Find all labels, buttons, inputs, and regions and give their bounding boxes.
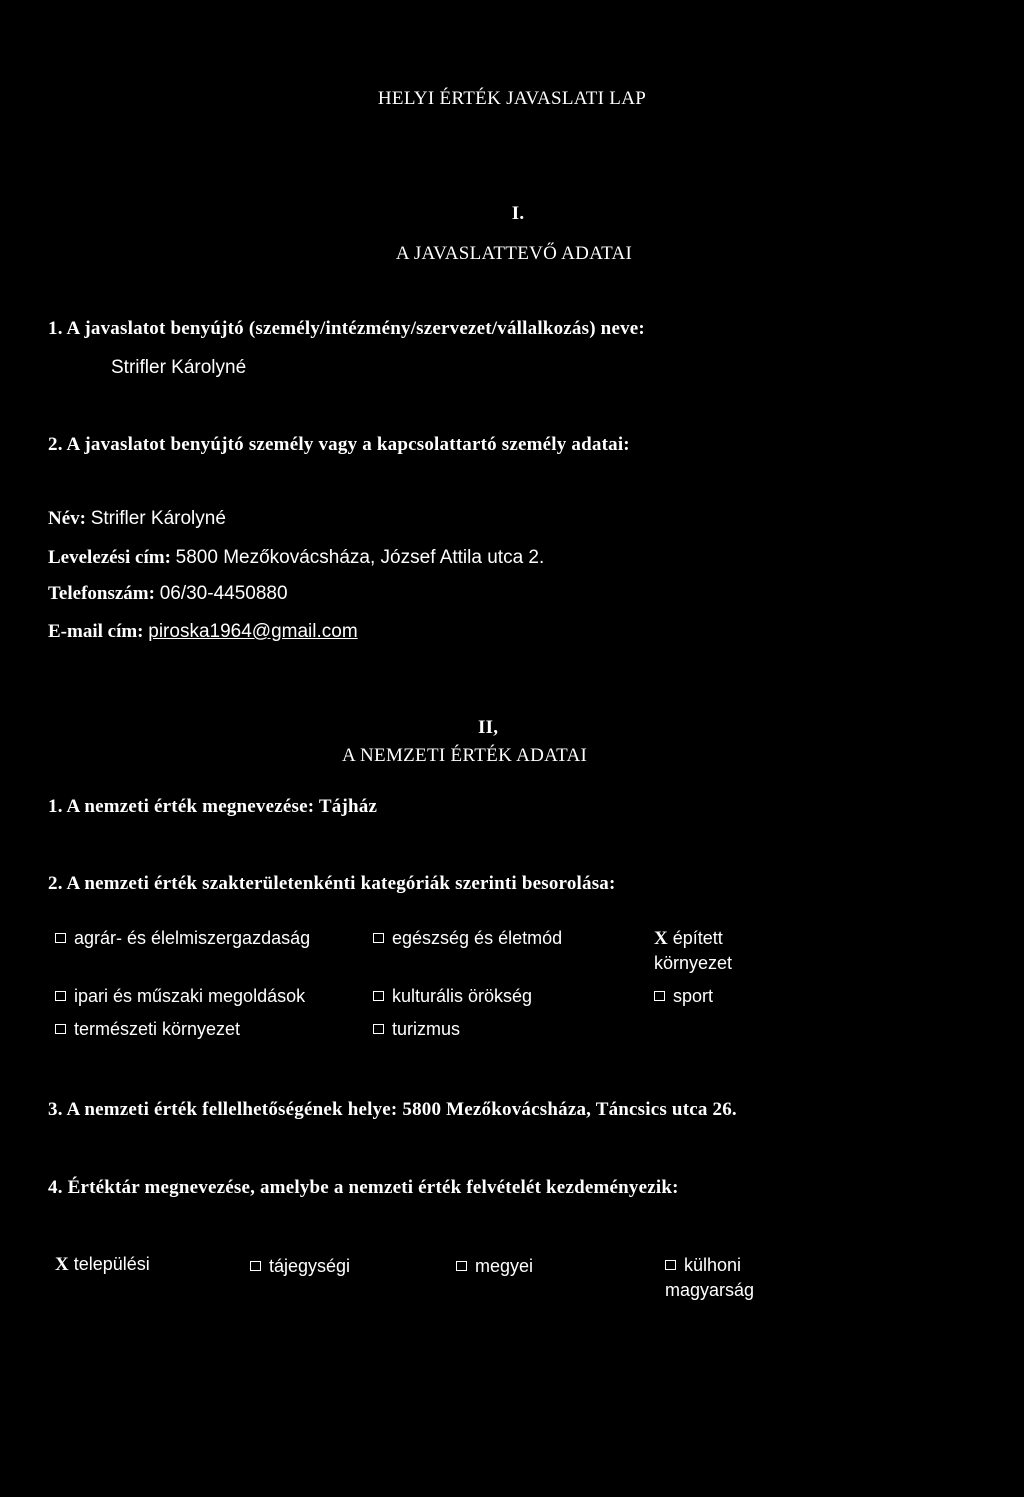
email-label: E-mail cím: [48,621,144,642]
checked-x-icon[interactable]: X [654,928,668,949]
contact-name-value: Strifler Károlyné [90,508,226,529]
value-name-row [48,796,377,818]
section-number-1: I. [511,203,525,224]
address-row [48,547,544,569]
category-option[interactable]: kulturális örökség [373,986,532,1007]
category-option[interactable]: X épített környezet [654,928,733,973]
submitter-name-value: Strifler Károlyné [111,357,247,378]
contact-data-label: 2. A javaslatot benyújtó személy vagy a kapcsolattartó személy adatai: [48,434,630,455]
checkbox-icon[interactable] [55,933,66,943]
category-option[interactable]: természeti környezet [55,1019,240,1040]
category-label: 2. A nemzeti érték szakterületenkénti kategóriák szerinti besorolása: [48,873,616,894]
section-heading-2: A NEMZETI ÉRTÉK ADATAI [342,745,588,766]
address-label: Levelezési cím: [48,547,171,568]
value-name-value: Tájház [318,796,378,817]
value-name-label: 1. A nemzeti érték megnevezése: [48,796,315,817]
page-title: HELYI ÉRTÉK JAVASLATI LAP [377,88,647,109]
phone-row [48,583,288,605]
location-row [48,1099,737,1121]
checkbox-icon[interactable] [665,1260,676,1270]
checkbox-icon[interactable] [654,991,665,1001]
repository-label: 4. Értéktár megnevezése, amelybe a nemzeti érték felvételét kezdeményezik: [48,1177,679,1198]
repository-option[interactable]: X települési [55,1254,150,1275]
email-row [48,621,358,643]
location-value: 5800 Mezőkovácsháza, Táncsics utca 26. [402,1099,737,1120]
repository-option[interactable]: megyei [456,1256,533,1277]
contact-name-label: Név: [48,508,86,529]
section-number-2: II, [478,717,499,738]
repository-option[interactable]: külhoni magyarság [665,1255,755,1300]
checkbox-icon[interactable] [373,1024,384,1034]
submitter-name-label: 1. A javaslatot benyújtó (személy/intézmény/szervezet/vállalkozás) neve: [48,318,645,339]
category-option[interactable]: agrár- és élelmiszergazdaság [55,928,310,949]
phone-value: 06/30-4450880 [159,583,288,604]
contact-name-row [48,508,226,530]
email-link[interactable]: piroska1964@gmail.com [148,621,358,642]
checkbox-icon[interactable] [55,991,66,1001]
category-option[interactable]: sport [654,986,713,1007]
repository-option[interactable]: tájegységi [250,1256,350,1277]
category-option[interactable]: turizmus [373,1019,460,1040]
location-label: 3. A nemzeti érték fellelhetőségének helye: [48,1099,398,1120]
checkbox-icon[interactable] [456,1261,467,1271]
checkbox-icon[interactable] [373,933,384,943]
section-heading-1: A JAVASLATTEVŐ ADATAI [395,243,633,264]
address-value: 5800 Mezőkovácsháza, József Attila utca 2. [175,547,545,568]
checked-x-icon[interactable]: X [55,1254,69,1275]
checkbox-icon[interactable] [250,1261,261,1271]
category-option[interactable]: egészség és életmód [373,928,562,949]
checkbox-icon[interactable] [55,1024,66,1034]
checkbox-icon[interactable] [373,991,384,1001]
category-option[interactable]: ipari és műszaki megoldások [55,986,305,1007]
phone-label: Telefonszám: [48,583,155,604]
